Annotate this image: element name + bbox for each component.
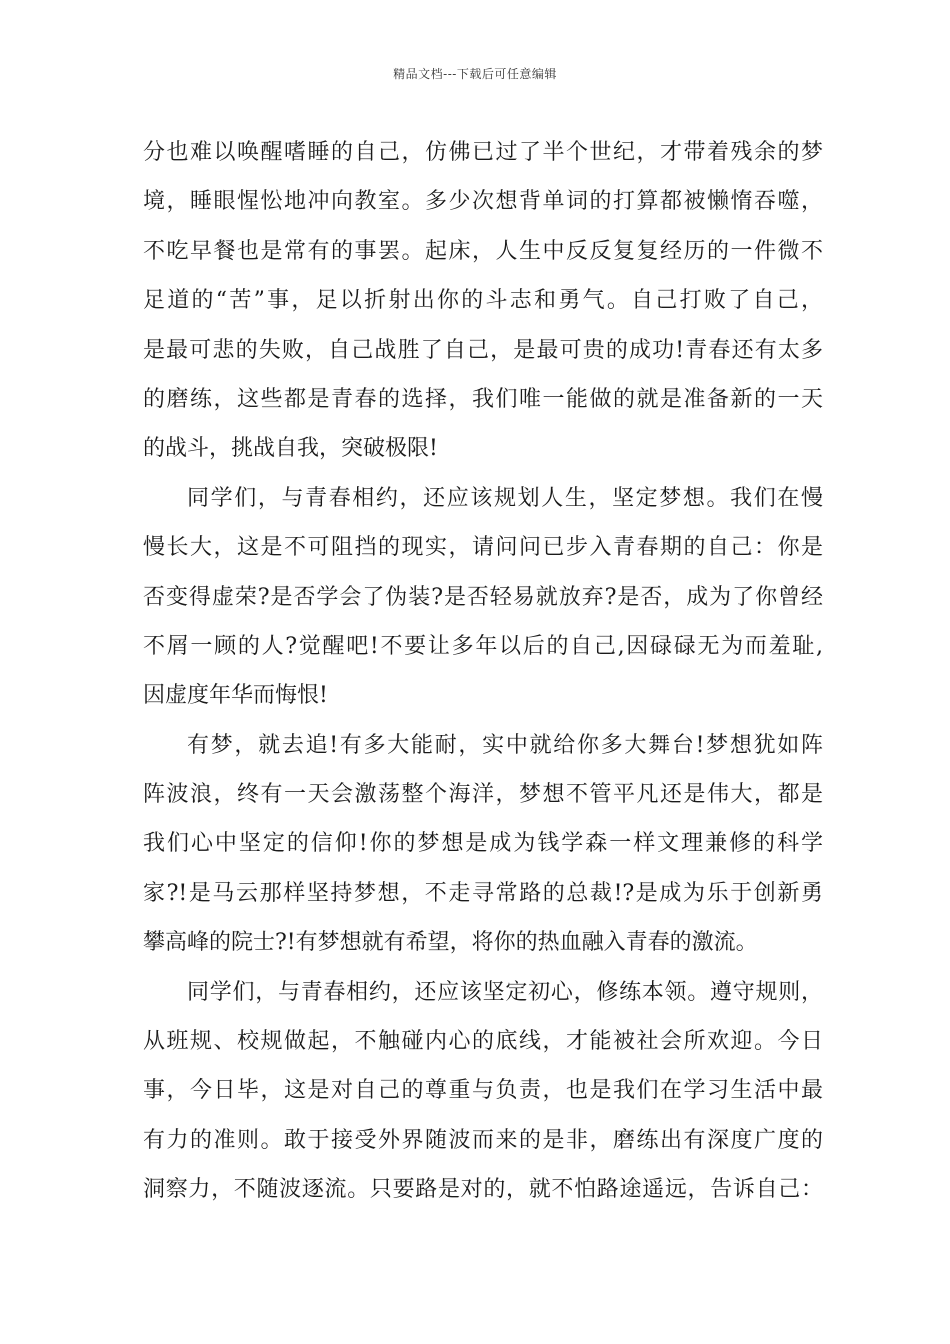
text-line: 不屑一顾的人?觉醒吧!不要让多年以后的自己,因碌碌无为而羞耻, [143,633,823,659]
text-line: 因虚度年华而悔恨! [143,683,328,709]
page-header: 精品文档---下载后可任意编辑 [393,67,557,81]
body-text [143,128,823,1215]
paragraph-first-line: 有梦，就去追!有多大能耐，实中就给你多大舞台!梦想犹如阵 [187,732,823,758]
text-line: 否变得虚荣?是否学会了伪装?是否轻易就放弃?是否，成为了你曾经 [143,584,823,610]
text-line: 有力的准则。敢于接受外界随波而来的是非，磨练出有深度广度的 [143,1127,823,1153]
text-line: 慢长大，这是不可阻挡的现实，请问问已步入青春期的自己：你是 [143,535,823,561]
paragraph-first-line: 同学们，与青春相约，还应该规划人生，坚定梦想。我们在慢 [187,485,823,511]
text-line: 家?!是马云那样坚持梦想，不走寻常路的总裁!?是成为乐于创新勇 [143,880,823,906]
text-line: 阵波浪，终有一天会激荡整个海洋，梦想不管平凡还是伟大，都是 [143,782,823,808]
text-line: 我们心中坚定的信仰!你的梦想是成为钱学森一样文理兼修的科学 [143,831,823,857]
text-line: 足道的“苦”事，足以折射出你的斗志和勇气。自己打败了自己， [143,288,823,314]
text-line: 的战斗，挑战自我，突破极限! [143,436,438,462]
text-line: 不吃早餐也是常有的事罢。起床，人生中反反复复经历的一件微不 [143,238,823,264]
text-line: 攀高峰的院士?!有梦想就有希望，将你的热血融入青春的激流。 [143,930,758,956]
text-line: 是最可悲的失败，自己战胜了自己，是最可贵的成功!青春还有太多 [143,337,823,363]
text-line: 境，睡眼惺忪地冲向教室。多少次想背单词的打算都被懒惰吞噬， [143,189,823,215]
text-line: 洞察力，不随波逐流。只要路是对的，就不怕路途遥远，告诉自己： [143,1177,823,1203]
text-line: 从班规、校规做起，不触碰内心的底线，才能被社会所欢迎。今日 [143,1029,823,1055]
text-line: 事，今日毕，这是对自己的尊重与负责，也是我们在学习生活中最 [143,1078,823,1104]
text-line: 的磨练，这些都是青春的选择，我们唯一能做的就是准备新的一天 [143,386,823,412]
paragraph-first-line: 同学们，与青春相约，还应该坚定初心，修练本领。遵守规则， [187,979,823,1005]
text-line: 分也难以唤醒嗜睡的自己，仿佛已过了半个世纪，才带着残余的梦 [143,140,823,165]
